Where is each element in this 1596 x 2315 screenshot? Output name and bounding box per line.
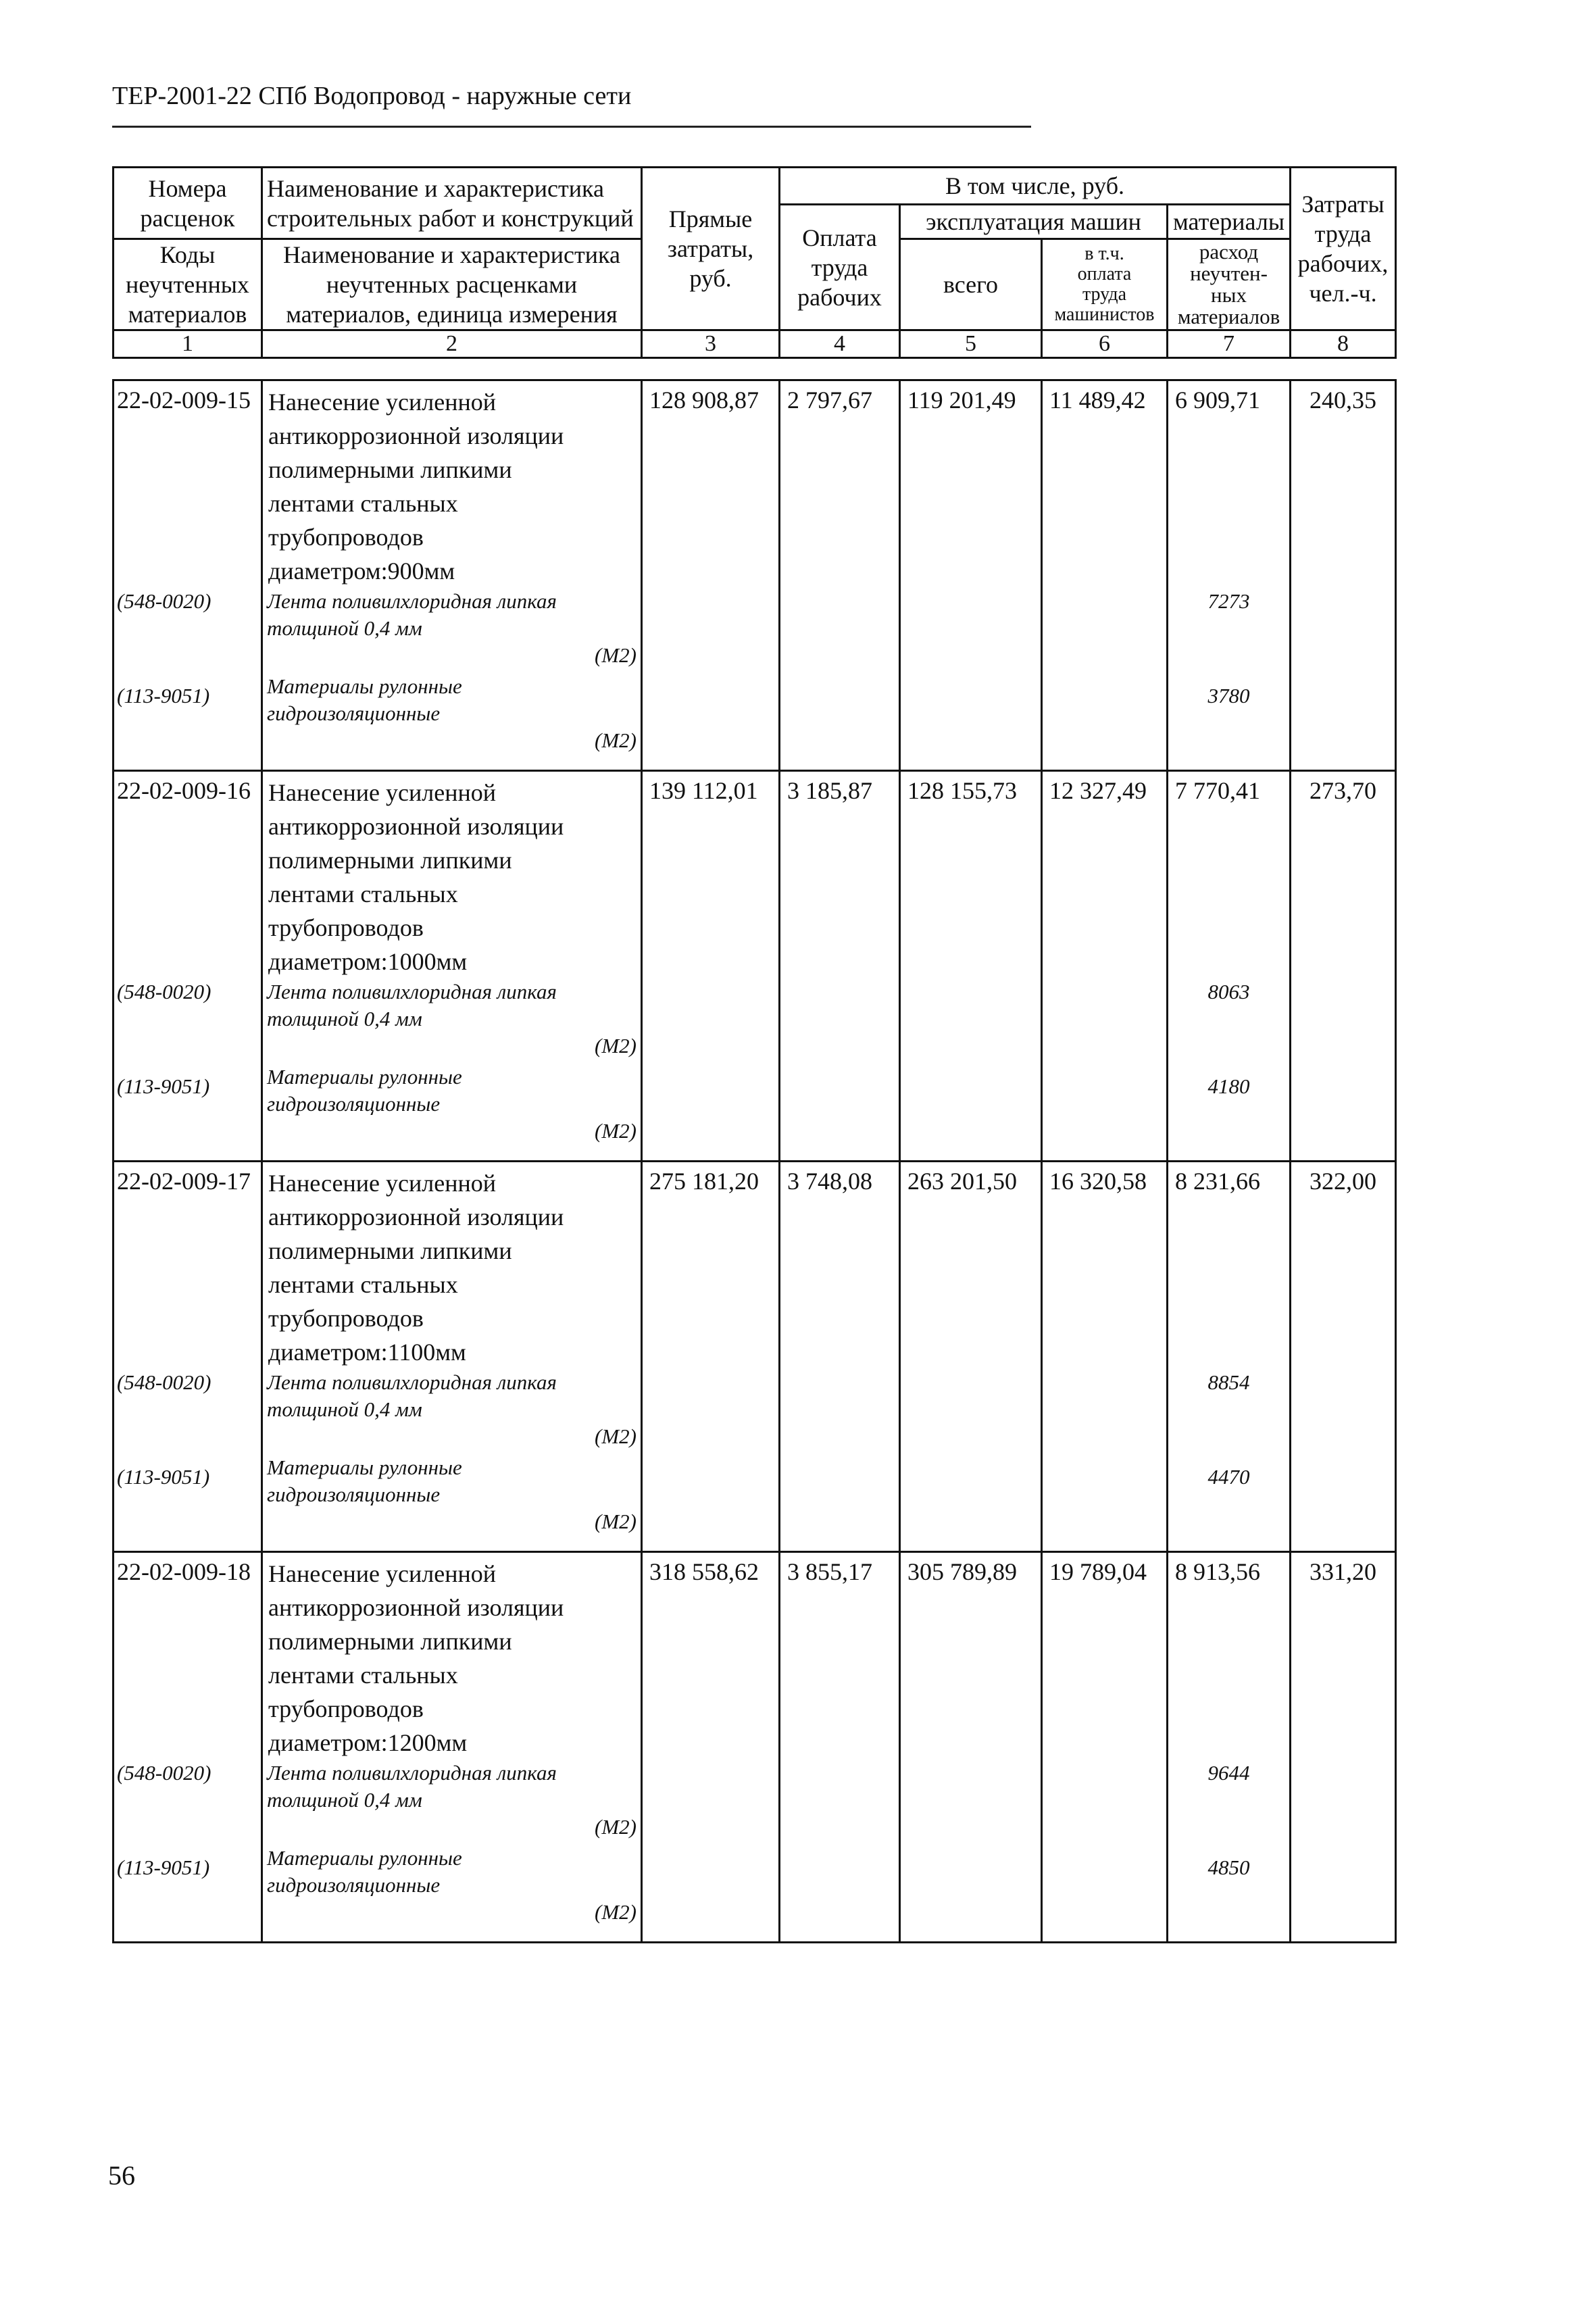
cost-value: 128 155,73 [907, 777, 1017, 804]
cost-value: 128 908,87 [649, 387, 759, 414]
material-name-line: гидроизоляционные [267, 1873, 441, 1897]
rate-code-cell [114, 1162, 262, 1552]
work-name-line: полимерными липкими [268, 1628, 512, 1655]
cost-value: 139 112,01 [649, 777, 758, 804]
labor-hours-cell [1291, 380, 1396, 771]
material-name-line: толщиной 0,4 мм [267, 1007, 422, 1030]
rate-code-cell [114, 380, 262, 771]
materials-value: 7 770,41 [1175, 777, 1260, 804]
labor-hours-value: 273,70 [1310, 777, 1376, 804]
work-name-line: антикоррозионной изоляции [268, 813, 564, 840]
cost-value: 119 201,49 [907, 387, 1016, 414]
table-row [114, 1552, 1396, 1943]
labor-cost-cell [780, 1552, 900, 1943]
material-code: (548-0020) [117, 980, 211, 1003]
material-code: (113-9051) [117, 684, 210, 707]
cost-value: 275 181,20 [649, 1168, 759, 1195]
work-name-line: лентами стальных [268, 880, 458, 907]
rate-code: 22-02-009-16 [117, 777, 251, 804]
work-name-line: антикоррозионной изоляции [268, 1203, 564, 1230]
material-unit: (М2) [595, 1510, 637, 1533]
col4-header: Оплата труда рабочих [780, 205, 900, 330]
work-name-line: трубопроводов [268, 914, 424, 941]
work-name-line: диаметром:1100мм [268, 1339, 466, 1366]
cost-value: 3 185,87 [787, 777, 872, 804]
work-name-cell [262, 771, 642, 1162]
material-entry [263, 1454, 641, 1535]
work-name-line: диаметром:1200мм [268, 1729, 468, 1756]
col-number: 3 [642, 330, 780, 358]
material-name-line: Лента поливилхлоридная липкая [267, 1761, 557, 1785]
cost-value: 318 558,62 [649, 1558, 759, 1585]
material-name-line: гидроизоляционные [267, 1483, 441, 1506]
col5-header: всего [900, 239, 1042, 330]
materials-value: 8 913,56 [1175, 1558, 1260, 1585]
work-name [263, 381, 641, 588]
material-entry [263, 1064, 641, 1145]
work-name-line: диаметром:900мм [268, 557, 455, 584]
work-name-line: трубопроводов [268, 1305, 424, 1332]
work-name-line: трубопроводов [268, 524, 424, 551]
work-name-line: Нанесение усиленной [268, 1560, 497, 1587]
material-name-line: Материалы рулонные [267, 1846, 462, 1870]
work-name-line: Нанесение усиленной [268, 779, 497, 806]
col2-top-header: Наименование и характеристика строительных работ и конструкций [262, 168, 642, 239]
cost-value: 263 201,50 [907, 1168, 1017, 1195]
material-name-line: Материалы рулонные [267, 1455, 462, 1479]
col1-bottom-header: Коды неучтенных материалов [114, 239, 262, 330]
work-name-line: лентами стальных [268, 490, 458, 517]
price-table [112, 166, 1395, 1943]
material-entry [263, 1369, 641, 1450]
col-number: 6 [1042, 330, 1168, 358]
material-qty: 4180 [1207, 1074, 1250, 1098]
labor-hours-value: 240,35 [1310, 387, 1376, 414]
group-header: В том числе, руб. [780, 168, 1291, 205]
rate-code-cell [114, 1552, 262, 1943]
col-number: 4 [780, 330, 900, 358]
rate-code: 22-02-009-15 [117, 387, 251, 414]
material-qty: 4470 [1207, 1465, 1250, 1489]
table-row [114, 1162, 1396, 1552]
machines-cost-cell [900, 771, 1042, 1162]
material-qty: 8063 [1207, 980, 1250, 1003]
material-unit: (М2) [595, 728, 637, 752]
material-entry [263, 978, 641, 1060]
material-entry [263, 1760, 641, 1841]
machinists-cost-cell [1042, 1552, 1168, 1943]
material-code: (548-0020) [117, 1370, 211, 1394]
material-name-line: гидроизоляционные [267, 1092, 441, 1116]
col-number: 5 [900, 330, 1042, 358]
material-code: (113-9051) [117, 1856, 210, 1879]
material-name-line: Лента поливилхлоридная липкая [267, 980, 557, 1003]
material-name-line: толщиной 0,4 мм [267, 616, 422, 640]
labor-hours-cell [1291, 1162, 1396, 1552]
col8-header: Затраты труда рабочих, чел.-ч. [1291, 168, 1396, 330]
materials-value: 6 909,71 [1175, 387, 1260, 414]
labor-hours-value: 322,00 [1310, 1168, 1376, 1195]
work-name-line: Нанесение усиленной [268, 389, 497, 416]
direct-cost-cell [642, 380, 780, 771]
work-name-line: антикоррозионной изоляции [268, 422, 564, 449]
material-name-line: Лента поливилхлоридная липкая [267, 589, 557, 613]
cost-value: 305 789,89 [907, 1558, 1017, 1585]
material-code: (548-0020) [117, 589, 211, 613]
machines-cost-cell [900, 380, 1042, 771]
material-qty: 9644 [1207, 1761, 1250, 1785]
material-name-line: толщиной 0,4 мм [267, 1397, 422, 1421]
material-entry [263, 588, 641, 669]
material-unit: (М2) [595, 643, 637, 667]
labor-hours-cell [1291, 1552, 1396, 1943]
machinists-cost-cell [1042, 771, 1168, 1162]
material-name-line: Материалы рулонные [267, 1065, 462, 1089]
col3-header: Прямые затраты, руб. [642, 168, 780, 330]
material-code: (113-9051) [117, 1465, 210, 1489]
rate-code: 22-02-009-18 [117, 1558, 251, 1585]
col2-bottom-header: Наименование и характеристика неучтенных расценками материалов, единица измерения [262, 239, 642, 330]
material-qty: 4850 [1207, 1856, 1250, 1879]
machines-cost-cell [900, 1162, 1042, 1552]
labor-hours-cell [1291, 771, 1396, 1162]
labor-cost-cell [780, 380, 900, 771]
page-number: 56 [108, 2160, 135, 2191]
material-name-line: Материалы рулонные [267, 674, 462, 698]
material-unit: (М2) [595, 1900, 637, 1924]
machines-header: эксплуатация машин [900, 205, 1168, 239]
work-name-line: антикоррозионной изоляции [268, 1594, 564, 1621]
work-name-line: полимерными липкими [268, 456, 512, 483]
material-code: (548-0020) [117, 1761, 211, 1785]
rate-code: 22-02-009-17 [117, 1168, 251, 1195]
rate-code-cell [114, 771, 262, 1162]
cost-value: 3 855,17 [787, 1558, 872, 1585]
direct-cost-cell [642, 771, 780, 1162]
materials-cost-cell [1168, 771, 1291, 1162]
materials-cost-cell [1168, 1552, 1291, 1943]
cost-value: 12 327,49 [1049, 777, 1147, 804]
work-name-line: полимерными липкими [268, 1237, 512, 1264]
material-qty: 8854 [1207, 1370, 1250, 1394]
machinists-cost-cell [1042, 380, 1168, 771]
work-name-cell [262, 1162, 642, 1552]
document-title: ТЕР-2001-22 СПб Водопровод - наружные сети [112, 82, 632, 110]
labor-hours-value: 331,20 [1310, 1558, 1376, 1585]
work-name-cell [262, 1552, 642, 1943]
direct-cost-cell [642, 1552, 780, 1943]
cost-value: 2 797,67 [787, 387, 872, 414]
material-qty: 7273 [1207, 589, 1250, 613]
col-number: 8 [1291, 330, 1396, 358]
material-unit: (М2) [595, 1119, 637, 1143]
work-name-line: трубопроводов [268, 1695, 424, 1722]
col-number: 2 [262, 330, 642, 358]
work-name-line: лентами стальных [268, 1271, 458, 1298]
material-name-line: гидроизоляционные [267, 701, 441, 725]
material-code: (113-9051) [117, 1074, 210, 1098]
cost-value: 16 320,58 [1049, 1168, 1147, 1195]
work-name-line: диаметром:1000мм [268, 948, 468, 975]
work-name [263, 1553, 641, 1760]
cost-value: 11 489,42 [1049, 387, 1146, 414]
material-qty: 3780 [1207, 684, 1250, 707]
work-name-line: полимерными липкими [268, 847, 512, 874]
material-entry [263, 673, 641, 754]
table-body [112, 379, 1397, 1943]
materials-header: материалы [1168, 205, 1291, 239]
col-number: 7 [1168, 330, 1291, 358]
col1-top-header: Номера расценок [114, 168, 262, 239]
material-unit: (М2) [595, 1815, 637, 1839]
table-row [114, 771, 1396, 1162]
col-number: 1 [114, 330, 262, 358]
material-unit: (М2) [595, 1034, 637, 1057]
machinists-cost-cell [1042, 1162, 1168, 1552]
work-name [263, 772, 641, 978]
table-row [114, 380, 1396, 771]
machines-cost-cell [900, 1552, 1042, 1943]
material-entry [263, 1845, 641, 1926]
title-underline [112, 126, 1031, 128]
labor-cost-cell [780, 771, 900, 1162]
cost-value: 3 748,08 [787, 1168, 872, 1195]
materials-value: 8 231,66 [1175, 1168, 1260, 1195]
labor-cost-cell [780, 1162, 900, 1552]
work-name-line: лентами стальных [268, 1662, 458, 1689]
material-unit: (М2) [595, 1424, 637, 1448]
work-name-cell [262, 380, 642, 771]
direct-cost-cell [642, 1162, 780, 1552]
table-header [112, 166, 1397, 359]
cost-value: 19 789,04 [1049, 1558, 1147, 1585]
material-name-line: толщиной 0,4 мм [267, 1788, 422, 1812]
material-name-line: Лента поливилхлоридная липкая [267, 1370, 557, 1394]
work-name [263, 1162, 641, 1369]
work-name-line: Нанесение усиленной [268, 1170, 497, 1197]
col6-header: в т.ч. оплата труда машинистов [1042, 239, 1168, 330]
materials-cost-cell [1168, 380, 1291, 771]
materials-cost-cell [1168, 1162, 1291, 1552]
col7-header: расход неучтен- ных материалов [1168, 239, 1291, 330]
